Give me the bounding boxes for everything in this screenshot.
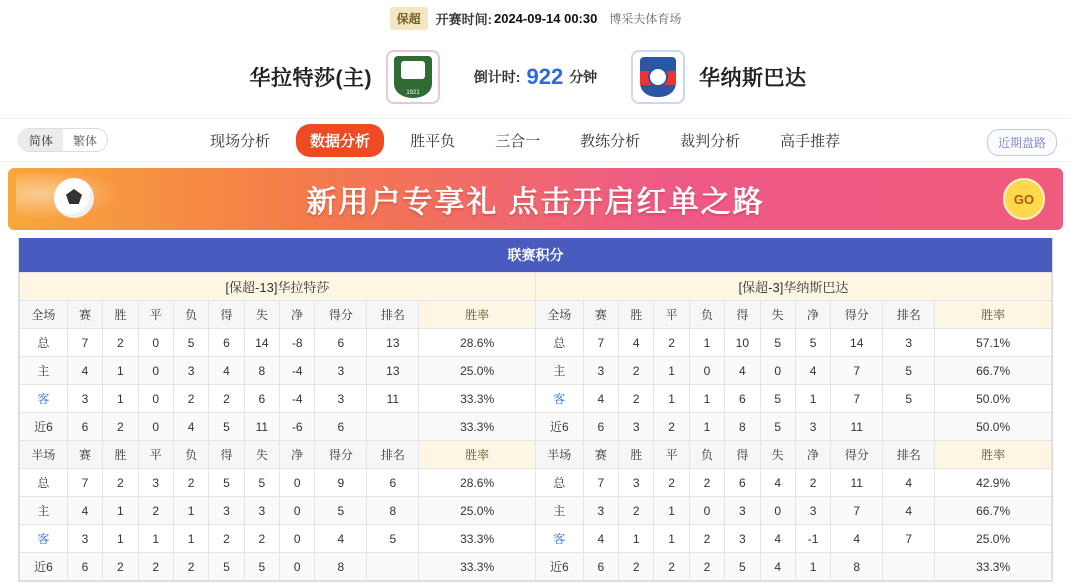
cell: 4 bbox=[67, 357, 102, 385]
cell: 1 bbox=[619, 525, 654, 553]
col-played-r: 赛 bbox=[583, 301, 618, 329]
col-goals-against-h: 失 bbox=[244, 441, 279, 469]
cell: 2 bbox=[654, 553, 689, 581]
cell: 6 bbox=[209, 329, 244, 357]
cell: 3 bbox=[244, 497, 279, 525]
row-label: 总 bbox=[535, 329, 583, 357]
cell bbox=[883, 553, 935, 581]
away-team-name: 华纳斯巴达 bbox=[699, 67, 807, 90]
cell: 3 bbox=[173, 357, 208, 385]
cell: 3 bbox=[67, 525, 102, 553]
left-full-label: 全场 bbox=[20, 301, 68, 329]
cell: 2 bbox=[173, 385, 208, 413]
table-row bbox=[20, 385, 1052, 413]
col-loss-r: 负 bbox=[689, 301, 724, 329]
cell-win-rate: 25.0% bbox=[419, 497, 536, 525]
cell: 7 bbox=[583, 329, 618, 357]
col-draw-h: 平 bbox=[138, 441, 173, 469]
cell: 0 bbox=[138, 329, 173, 357]
row-label: 主 bbox=[535, 497, 583, 525]
cell: 1 bbox=[795, 385, 830, 413]
col-win-h: 胜 bbox=[103, 441, 138, 469]
cell: 4 bbox=[315, 525, 367, 553]
cell: 2 bbox=[103, 553, 138, 581]
countdown-value: 922 bbox=[526, 64, 564, 89]
col-rank-r: 排名 bbox=[883, 301, 935, 329]
col-loss-hr: 负 bbox=[689, 441, 724, 469]
cell: 2 bbox=[103, 329, 138, 357]
cell: 6 bbox=[67, 553, 102, 581]
col-win: 胜 bbox=[103, 301, 138, 329]
section-title: 联赛积分 bbox=[19, 238, 1052, 272]
col-goals-for-hr: 得 bbox=[725, 441, 760, 469]
tab-coach-analysis[interactable]: 教练分析 bbox=[580, 132, 641, 150]
row-label: 总 bbox=[20, 469, 68, 497]
cell: 0 bbox=[280, 525, 315, 553]
cell: 2 bbox=[619, 553, 654, 581]
tab-win-draw-loss[interactable]: 胜平负 bbox=[410, 132, 456, 150]
cell: -4 bbox=[280, 357, 315, 385]
banner-text: 新用户专享礼 点击开启红单之路 bbox=[306, 186, 765, 219]
recent-odds-route-button[interactable]: 近期盘路 bbox=[987, 129, 1057, 156]
cell: 2 bbox=[173, 469, 208, 497]
table-row bbox=[20, 413, 1052, 441]
main-navbar bbox=[0, 118, 1071, 162]
cell: 3 bbox=[315, 385, 367, 413]
cell: 8 bbox=[831, 553, 883, 581]
left-half-label: 半场 bbox=[20, 441, 68, 469]
cell-win-rate: 50.0% bbox=[935, 413, 1052, 441]
cell-win-rate: 33.3% bbox=[419, 413, 536, 441]
cell: 3 bbox=[795, 413, 830, 441]
cell-win-rate: 66.7% bbox=[935, 497, 1052, 525]
col-win-rate: 胜率 bbox=[419, 301, 536, 329]
cell: 8 bbox=[244, 357, 279, 385]
cell: 1 bbox=[138, 525, 173, 553]
col-points-hr: 得分 bbox=[831, 441, 883, 469]
cell: 14 bbox=[831, 329, 883, 357]
cell: 2 bbox=[795, 469, 830, 497]
tab-expert-picks[interactable]: 高手推荐 bbox=[780, 132, 841, 150]
tab-data-analysis[interactable]: 数据分析 bbox=[296, 124, 384, 157]
cell: 1 bbox=[103, 385, 138, 413]
col-goals-for-h: 得 bbox=[209, 441, 244, 469]
cell: 6 bbox=[244, 385, 279, 413]
tab-referee-analysis[interactable]: 裁判分析 bbox=[680, 132, 741, 150]
cell: 0 bbox=[280, 553, 315, 581]
cell: 3 bbox=[209, 497, 244, 525]
cell: 0 bbox=[760, 357, 795, 385]
cell: 1 bbox=[103, 525, 138, 553]
cell: 4 bbox=[760, 469, 795, 497]
cell: 4 bbox=[209, 357, 244, 385]
team-header-row bbox=[20, 273, 1052, 301]
league-tag: 保超 bbox=[390, 7, 428, 30]
cell: 11 bbox=[244, 413, 279, 441]
cell: 1 bbox=[654, 385, 689, 413]
cell-win-rate: 33.3% bbox=[419, 553, 536, 581]
left-team-header: [保超-13]华拉特莎 bbox=[20, 273, 536, 301]
cell-win-rate: 33.3% bbox=[419, 525, 536, 553]
table-row bbox=[20, 329, 1052, 357]
table-row bbox=[20, 469, 1052, 497]
cell: 13 bbox=[367, 329, 419, 357]
cell: 3 bbox=[583, 357, 618, 385]
col-points-h: 得分 bbox=[315, 441, 367, 469]
cell: -4 bbox=[280, 385, 315, 413]
row-label: 总 bbox=[535, 469, 583, 497]
row-label: 客 bbox=[20, 525, 68, 553]
cell bbox=[883, 413, 935, 441]
col-win-rate-hr: 胜率 bbox=[935, 441, 1052, 469]
col-draw-hr: 平 bbox=[654, 441, 689, 469]
cell: 13 bbox=[367, 357, 419, 385]
cell: 6 bbox=[315, 413, 367, 441]
home-team-crest-icon bbox=[386, 50, 440, 104]
cell-win-rate: 25.0% bbox=[935, 525, 1052, 553]
cell: 3 bbox=[725, 497, 760, 525]
away-team-crest-icon bbox=[631, 50, 685, 104]
col-win-rate-h: 胜率 bbox=[419, 441, 536, 469]
cell-win-rate: 42.9% bbox=[935, 469, 1052, 497]
cell: -8 bbox=[280, 329, 315, 357]
cell: 7 bbox=[67, 469, 102, 497]
row-label: 主 bbox=[20, 497, 68, 525]
right-half-label: 半场 bbox=[535, 441, 583, 469]
cell: -1 bbox=[795, 525, 830, 553]
cell: 0 bbox=[280, 469, 315, 497]
col-points-r: 得分 bbox=[831, 301, 883, 329]
cell: 2 bbox=[689, 553, 724, 581]
home-crest-year: 1921 bbox=[406, 90, 420, 96]
cell: 8 bbox=[367, 497, 419, 525]
cell: 2 bbox=[689, 469, 724, 497]
row-label: 近6 bbox=[535, 553, 583, 581]
col-goals-against-r: 失 bbox=[760, 301, 795, 329]
cell: 2 bbox=[103, 469, 138, 497]
cell: 0 bbox=[138, 385, 173, 413]
kickoff-time: 2024-09-14 00:30 bbox=[493, 10, 598, 26]
col-goals-for: 得 bbox=[209, 301, 244, 329]
right-full-label: 全场 bbox=[535, 301, 583, 329]
cell: 2 bbox=[173, 553, 208, 581]
col-goal-diff: 净 bbox=[280, 301, 315, 329]
cell: 3 bbox=[315, 357, 367, 385]
cell: 3 bbox=[725, 525, 760, 553]
cell: 2 bbox=[619, 357, 654, 385]
table-row bbox=[20, 525, 1052, 553]
home-team-name: 华拉特莎(主) bbox=[249, 67, 372, 90]
cell: 8 bbox=[315, 553, 367, 581]
cell: 2 bbox=[654, 329, 689, 357]
col-goals-against: 失 bbox=[244, 301, 279, 329]
cell: 3 bbox=[67, 385, 102, 413]
language-toggle[interactable] bbox=[18, 128, 108, 152]
lang-traditional-button[interactable]: 繁体 bbox=[73, 133, 98, 148]
cell: 1 bbox=[689, 413, 724, 441]
cell: 1 bbox=[103, 497, 138, 525]
col-rank-hr: 排名 bbox=[883, 441, 935, 469]
cell: 4 bbox=[760, 553, 795, 581]
cell: 4 bbox=[795, 357, 830, 385]
cell: 1 bbox=[654, 357, 689, 385]
cell: 1 bbox=[795, 553, 830, 581]
cell bbox=[367, 553, 419, 581]
cell: 3 bbox=[619, 413, 654, 441]
cell: 5 bbox=[367, 525, 419, 553]
col-win-hr: 胜 bbox=[619, 441, 654, 469]
tab-three-in-one[interactable]: 三合一 bbox=[495, 132, 541, 150]
cell: 5 bbox=[883, 357, 935, 385]
cell: 0 bbox=[689, 357, 724, 385]
cell: 6 bbox=[67, 413, 102, 441]
col-played: 赛 bbox=[67, 301, 102, 329]
cell: 5 bbox=[883, 385, 935, 413]
cell: 5 bbox=[244, 469, 279, 497]
right-team-header: [保超-3]华纳斯巴达 bbox=[535, 273, 1051, 301]
standings-table bbox=[19, 272, 1052, 581]
cell: 9 bbox=[315, 469, 367, 497]
cell: 2 bbox=[209, 385, 244, 413]
cell: 2 bbox=[138, 497, 173, 525]
fulltime-column-header-row bbox=[20, 301, 1052, 329]
cell: 7 bbox=[583, 469, 618, 497]
cell: 3 bbox=[883, 329, 935, 357]
cell: 0 bbox=[138, 357, 173, 385]
cell: 4 bbox=[173, 413, 208, 441]
cell: 2 bbox=[244, 525, 279, 553]
cell: 2 bbox=[619, 385, 654, 413]
cell: 5 bbox=[760, 413, 795, 441]
cell: 0 bbox=[138, 413, 173, 441]
cell: 5 bbox=[244, 553, 279, 581]
cell: 11 bbox=[367, 385, 419, 413]
cell: 0 bbox=[689, 497, 724, 525]
countdown-label: 倒计时: bbox=[473, 69, 521, 85]
cell: 1 bbox=[689, 329, 724, 357]
cell: 6 bbox=[725, 385, 760, 413]
cell-win-rate: 50.0% bbox=[935, 385, 1052, 413]
col-points: 得分 bbox=[315, 301, 367, 329]
cell: 6 bbox=[583, 553, 618, 581]
col-goals-against-hr: 失 bbox=[760, 441, 795, 469]
cell: 5 bbox=[173, 329, 208, 357]
kickoff-label: 开赛时间: bbox=[435, 11, 492, 27]
cell: 1 bbox=[654, 497, 689, 525]
cell: 7 bbox=[831, 497, 883, 525]
cell-win-rate: 28.6% bbox=[419, 329, 536, 357]
cell: 6 bbox=[367, 469, 419, 497]
lang-simplified-button[interactable]: 简体 bbox=[19, 129, 63, 151]
cell: -6 bbox=[280, 413, 315, 441]
cell: 14 bbox=[244, 329, 279, 357]
countdown-unit: 分钟 bbox=[569, 69, 598, 85]
away-team[interactable] bbox=[631, 50, 1011, 104]
nav-items bbox=[196, 124, 854, 157]
col-loss-h: 负 bbox=[173, 441, 208, 469]
cell: 7 bbox=[67, 329, 102, 357]
halftime-column-header-row bbox=[20, 441, 1052, 469]
cell: 4 bbox=[67, 497, 102, 525]
cell: 2 bbox=[689, 525, 724, 553]
cell: 5 bbox=[760, 329, 795, 357]
row-label: 主 bbox=[535, 357, 583, 385]
cell: 7 bbox=[831, 357, 883, 385]
cell: 7 bbox=[831, 385, 883, 413]
cell: 10 bbox=[725, 329, 760, 357]
cell: 0 bbox=[280, 497, 315, 525]
cell: 3 bbox=[138, 469, 173, 497]
col-goals-for-r: 得 bbox=[725, 301, 760, 329]
col-goal-diff-hr: 净 bbox=[795, 441, 830, 469]
promo-banner[interactable] bbox=[8, 168, 1063, 230]
cell: 5 bbox=[725, 553, 760, 581]
col-draw-r: 平 bbox=[654, 301, 689, 329]
col-win-rate-r: 胜率 bbox=[935, 301, 1052, 329]
row-label: 总 bbox=[20, 329, 68, 357]
cell: 4 bbox=[883, 469, 935, 497]
standings-body bbox=[20, 273, 1052, 581]
table-row bbox=[20, 497, 1052, 525]
cell: 0 bbox=[760, 497, 795, 525]
cell-win-rate: 66.7% bbox=[935, 357, 1052, 385]
row-label: 客 bbox=[20, 385, 68, 413]
col-draw: 平 bbox=[138, 301, 173, 329]
col-win-r: 胜 bbox=[619, 301, 654, 329]
col-played-hr: 赛 bbox=[583, 441, 618, 469]
col-goal-diff-r: 净 bbox=[795, 301, 830, 329]
cell: 2 bbox=[654, 413, 689, 441]
table-row bbox=[20, 357, 1052, 385]
cell: 4 bbox=[619, 329, 654, 357]
cell: 2 bbox=[209, 525, 244, 553]
cell: 4 bbox=[583, 525, 618, 553]
cell-win-rate: 33.3% bbox=[935, 553, 1052, 581]
row-label: 主 bbox=[20, 357, 68, 385]
cell-win-rate: 33.3% bbox=[419, 385, 536, 413]
cell: 4 bbox=[883, 497, 935, 525]
row-label: 近6 bbox=[20, 413, 68, 441]
cell: 2 bbox=[103, 413, 138, 441]
home-team[interactable] bbox=[60, 50, 440, 104]
cell: 6 bbox=[583, 413, 618, 441]
cell: 5 bbox=[209, 413, 244, 441]
tab-live-analysis[interactable]: 现场分析 bbox=[210, 132, 271, 150]
banner-go-button[interactable]: GO bbox=[1003, 178, 1045, 220]
cell-win-rate: 25.0% bbox=[419, 357, 536, 385]
cell: 8 bbox=[725, 413, 760, 441]
row-label: 近6 bbox=[20, 553, 68, 581]
col-rank-h: 排名 bbox=[367, 441, 419, 469]
cell: 4 bbox=[583, 385, 618, 413]
cell: 5 bbox=[760, 385, 795, 413]
col-goal-diff-h: 净 bbox=[280, 441, 315, 469]
cell: 5 bbox=[209, 469, 244, 497]
soccer-ball-icon bbox=[54, 178, 94, 218]
row-label: 近6 bbox=[535, 413, 583, 441]
cell: 11 bbox=[831, 413, 883, 441]
cell: 2 bbox=[619, 497, 654, 525]
cell: 6 bbox=[725, 469, 760, 497]
cell: 1 bbox=[173, 497, 208, 525]
col-loss: 负 bbox=[173, 301, 208, 329]
cell: 6 bbox=[315, 329, 367, 357]
teams-row bbox=[0, 36, 1071, 118]
cell: 2 bbox=[654, 469, 689, 497]
cell: 3 bbox=[583, 497, 618, 525]
cell: 11 bbox=[831, 469, 883, 497]
cell bbox=[367, 413, 419, 441]
cell: 4 bbox=[760, 525, 795, 553]
col-rank: 排名 bbox=[367, 301, 419, 329]
venue-name: 博采夫体育场 bbox=[609, 11, 682, 26]
row-label: 客 bbox=[535, 525, 583, 553]
match-info-bar bbox=[0, 0, 1071, 36]
cell: 4 bbox=[725, 357, 760, 385]
cell-win-rate: 28.6% bbox=[419, 469, 536, 497]
cell: 5 bbox=[795, 329, 830, 357]
table-row bbox=[20, 553, 1052, 581]
cell: 5 bbox=[209, 553, 244, 581]
cell: 1 bbox=[689, 385, 724, 413]
col-played-h: 赛 bbox=[67, 441, 102, 469]
cell: 4 bbox=[831, 525, 883, 553]
cell: 7 bbox=[883, 525, 935, 553]
cell: 3 bbox=[795, 497, 830, 525]
cell-win-rate: 57.1% bbox=[935, 329, 1052, 357]
row-label: 客 bbox=[535, 385, 583, 413]
cell: 1 bbox=[103, 357, 138, 385]
cell: 2 bbox=[138, 553, 173, 581]
cell: 1 bbox=[654, 525, 689, 553]
cell: 1 bbox=[173, 525, 208, 553]
league-standings-section bbox=[18, 238, 1053, 582]
cell: 3 bbox=[619, 469, 654, 497]
cell: 5 bbox=[315, 497, 367, 525]
